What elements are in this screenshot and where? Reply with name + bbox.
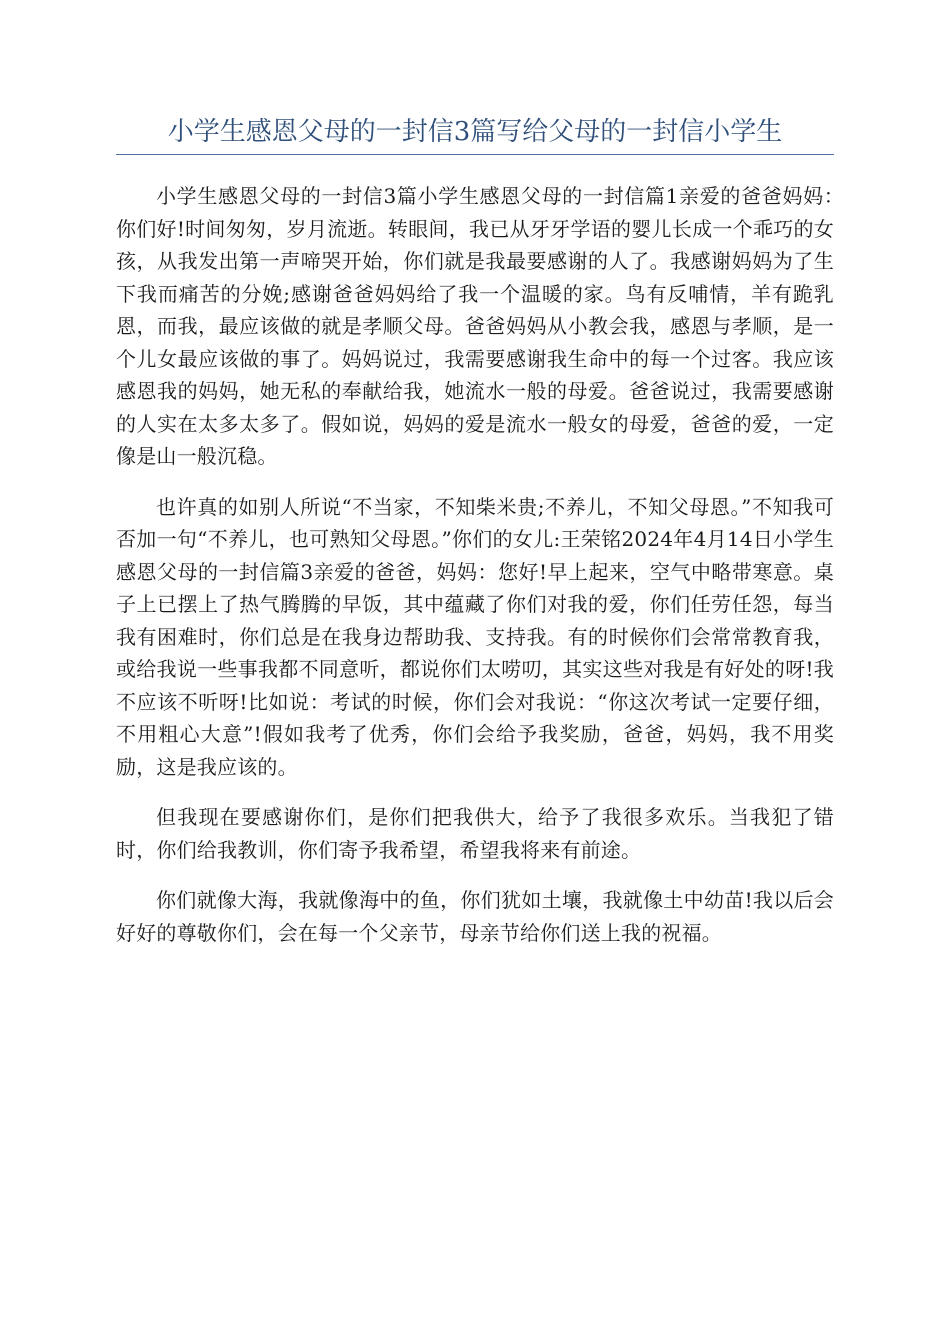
document-title: 小学生感恩父母的一封信3篇写给父母的一封信小学生: [167, 117, 783, 147]
title-underline: [116, 154, 834, 155]
paragraph-2: 也许真的如别人所说“不当家，不知柴米贵;不养儿，不知父母恩。”不知我可否加一句“不养儿，也可熟知父母恩。”你们的女儿:王荣铭2024年4月14日小学生感恩父母的一封信篇3亲爱的爸爸，妈妈：您好!早上起来，空气中略带寒意。桌子上已摆上了热气腾腾的早饭，其中蕴藏了你们对我的爱，你们任劳任怨，每当我有困难时，你们总是在我身边帮助我、支持我。有的时候你们会常常教育我，或给我说一些事我都不同意听，都说你们太唠叨，其实这些对我是有好处的呀!我不应该不听呀!比如说：考试的时候，你们会对我说：“你这次考试一定要仔细，不用粗心大意”!假如我考了优秀，你们会给予我奖励，爸爸，妈妈，我不用奖励，这是我应该的。: [116, 494, 834, 779]
paragraph-4: 你们就像大海，我就像海中的鱼，你们犹如土壤，我就像土中幼苗!我以后会好好的尊敬你们，会在每一个父亲节，母亲节给你们送上我的祝福。: [116, 888, 834, 945]
document-body: [116, 180, 855, 967]
paragraph-3: 但我现在要感谢你们，是你们把我供大，给予了我很多欢乐。当我犯了错时，你们给我教训，你们寄予我希望，希望我将来有前途。: [116, 805, 834, 862]
paragraph-1: 小学生感恩父母的一封信3篇小学生感恩父母的一封信篇1亲爱的爸爸妈妈： 你们好!时间匆匆，岁月流逝。转眼间，我已从牙牙学语的婴儿长成一个乖巧的女孩，从我发出第一声啼哭开始，你们就是我最要感谢的人了。我感谢妈妈为了生下我而痛苦的分娩;感谢爸爸妈妈给了我一个温暖的家。鸟有反哺情，羊有跪乳恩，而我，最应该做的就是孝顺父母。爸爸妈妈从小教会我，感恩与孝顺，是一个儿女最应该做的事了。妈妈说过，我需要感谢我生命中的每一个过客。我应该感恩我的妈妈，她无私的奉献给我，她流水一般的母爱。爸爸说过，我需要感谢的人实在太多太多了。假如说，妈妈的爱是流水一般女的母爱，爸爸的爱，一定像是山一般沉稳。: [116, 184, 855, 468]
